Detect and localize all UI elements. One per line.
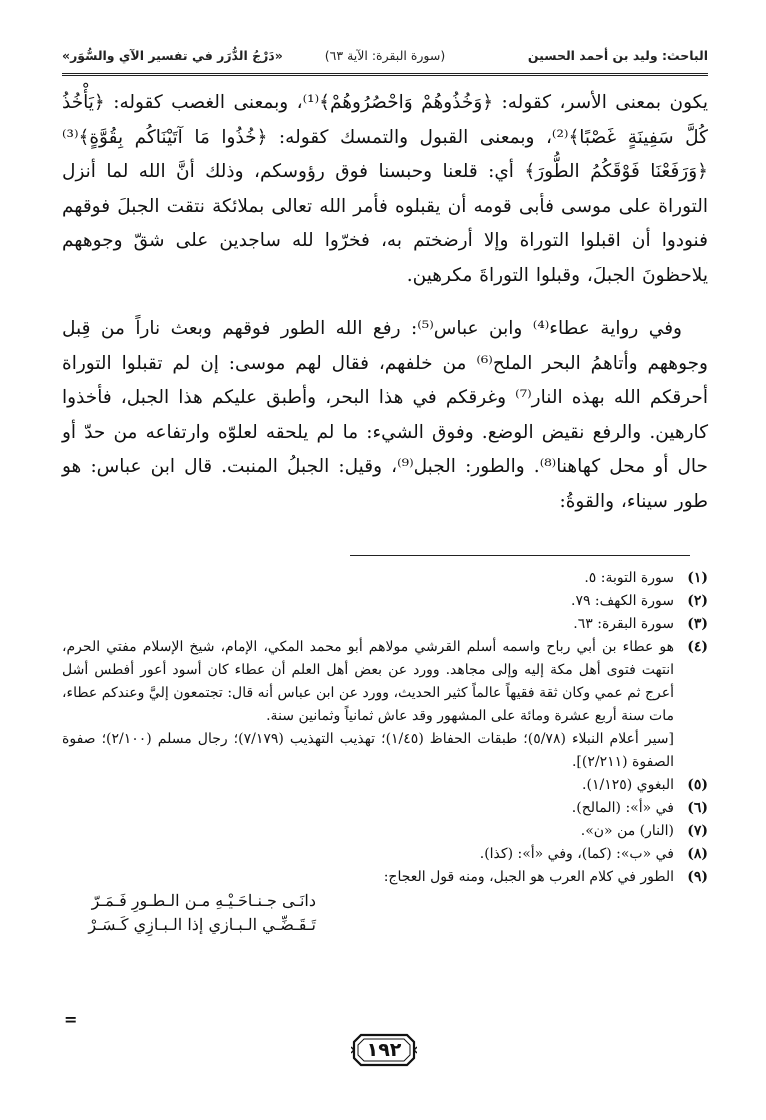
running-header <box>62 48 708 72</box>
continuation-mark: = <box>64 1010 77 1029</box>
footnote-number: (٤) <box>687 639 708 655</box>
footnote-divider <box>350 555 690 556</box>
footnote-text: في «ب»: (كما)، وفي «أ»: (كذا). <box>479 846 674 862</box>
footnote-8 <box>62 843 708 866</box>
footnote-6 <box>62 797 708 820</box>
main-paragraph-1: يكون بمعنى الأسر، كقوله: ﴿وَخُذُوهُمْ وَاحْصُرُوهُمْ﴾⁽¹⁾، وبمعنى الغصب كقوله: ﴿يَأْخُذُ كُلَّ سَفِينَةٍ غَصْبًا﴾⁽²⁾، وبمعنى القبول والتمسك كقوله: ﴿خُذُوا مَا آتَيْنَاكُم بِقُوَّةٍ﴾⁽³⁾ ﴿وَرَفَعْنَا فَوْقَكُمُ الطُّورَ﴾ أي: قلعنا وحبسنا فوق رؤوسكم، وذلك أنَّ الله لما أنزل التوراة على موسى فأبى قومه أن يقبلوه فأمر الله تعالى بملائكة نتقت الجبلَ فوقهم فنودوا أن اقبلوا التوراة وإلا أرضختم به، فخرّوا لله ساجدين على شقّ وجوههم يلاحظونَ الجبلَ، وقبلوا التوراةَ مكرهين. <box>62 92 709 286</box>
footnote-number: (٢) <box>687 593 708 609</box>
footnote-5 <box>62 774 708 797</box>
footnote-text: الطور في كلام العرب هو الجبل، ومنه قول العجاج: <box>383 869 674 885</box>
main-body <box>62 86 708 519</box>
footnotes <box>62 567 708 937</box>
main-paragraph-2: وفي رواية عطاء⁽⁴⁾ وابن عباس⁽⁵⁾: رفع الله الطور فوقهم وبعث ناراً من قِبل وجوههم وأتاهمُ البحر الملح⁽⁶⁾ من خلفهم، فقال لهم موسى: إن لم تقبلوا التوراة أحرقكم الله بهذه النار⁽⁷⁾ وغرقكم في هذا البحر، وأطبق عليكم هذا الجبل، فأخذوا كارهين. والرفع نقيض الوضع. وفوق الشيء: ما لم يلحقه لعلوّه وارتفاعه من حدّ أو حال أو محل كهاهنا⁽⁸⁾. والطور: الجبل⁽⁹⁾، وقيل: الجبلُ المنبت. قال ابن عباس: هو طور سيناء، والقوةُ: <box>62 318 708 512</box>
poem-line-1: دانَـى جـنـاحَـيْـهِ مـن الـطـورِ فَـمَـرّ <box>91 891 316 910</box>
footnote-text: سورة البقرة: ٦٣. <box>573 616 674 632</box>
header-divider <box>62 73 708 76</box>
header-book-title: «دَرْجُ الدُّرَر في تفسير الآي والسُّوَر» <box>62 48 283 63</box>
footnote-9 <box>62 866 708 889</box>
footnote-text: البغوي (١/١٢٥). <box>582 777 674 793</box>
footnote-text: سورة التوبة: ٥. <box>584 570 674 586</box>
footnote-text: هو عطاء بن أبي رباح واسمه أسلم القرشي مولاهم أبو محمد المكي، الإمام، شيخ الإسلام مفتي الحرم، انتهت فتوى أهل مكة إليه وإلى مجاهد. وورد عن بعض أهل العلم أن عطاء كان أسود أعور أفطس أشل أعرج ثم عمي وكان ثقة فقيهاً عالماً كثير الحديث، وورد عن ابن عباس أنه قال: تجتمعون إليَّ وعندكم عطاء، مات سنة أربع عشرة ومائة على المشهور وقد عاش ثمانياً وثمانين سنة. <box>62 639 674 724</box>
footnote-text: سورة الكهف: ٧٩. <box>570 593 674 609</box>
footnote-7 <box>62 820 708 843</box>
poem-verse <box>62 889 708 937</box>
header-chapter: (سورة البقرة: الآية ٦٣) <box>324 48 446 63</box>
footnote-number: (٧) <box>687 823 708 839</box>
footnote-number: (٥) <box>687 777 708 793</box>
footnote-references: [سير أعلام النبلاء (٥/٧٨)؛ طبقات الحفاظ (١/٤٥)؛ تهذيب التهذيب (٧/١٧٩)؛ رجال مسلم (٢/١٠٠)؛ صفوة الصفوة (٢/٢١١)]. <box>62 731 674 770</box>
footnote-text: (النار) من «ن». <box>580 823 674 839</box>
footnote-number: (٣) <box>687 616 708 632</box>
footnote-1 <box>62 567 708 590</box>
footnote-text: في «أ»: (المالح). <box>571 800 674 816</box>
footnote-number: (٨) <box>687 846 708 862</box>
footnote-number: (٩) <box>687 869 708 885</box>
header-author: الباحث: وليد بن أحمد الحسين <box>527 48 708 63</box>
poem-line-2: تَـقَـضِّـي الـبـازي إذا الـبـازِي كَـسَـرْ <box>88 915 316 934</box>
page-number: ١٩٢ <box>366 1039 402 1061</box>
footnote-4 <box>62 636 708 774</box>
footnote-number: (٦) <box>687 800 708 816</box>
footnote-3 <box>62 613 708 636</box>
footnote-2 <box>62 590 708 613</box>
footnote-number: (١) <box>687 570 708 586</box>
page-number-badge <box>351 1032 417 1068</box>
